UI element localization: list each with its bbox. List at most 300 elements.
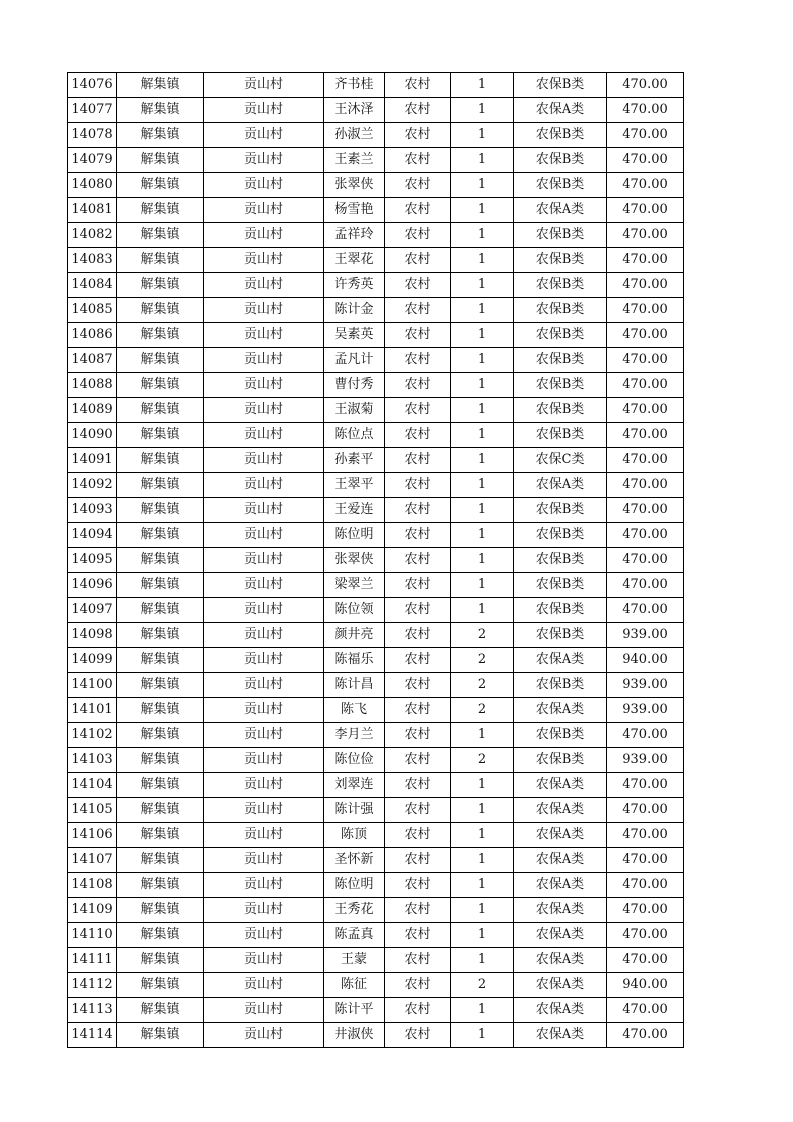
table-row <box>68 448 684 473</box>
person-count-cell: 1 <box>451 923 514 948</box>
household-type-cell: 农村 <box>385 223 451 248</box>
table-row <box>68 73 684 98</box>
household-type-cell: 农村 <box>385 98 451 123</box>
record-id-cell: 14105 <box>68 798 117 823</box>
table-row <box>68 298 684 323</box>
person-count-cell: 1 <box>451 523 514 548</box>
table-row <box>68 773 684 798</box>
village-cell: 贡山村 <box>204 723 324 748</box>
town-cell: 解集镇 <box>117 198 204 223</box>
insurance-category-cell: 农保A类 <box>514 648 607 673</box>
record-id-cell: 14089 <box>68 398 117 423</box>
table-row <box>68 948 684 973</box>
town-cell: 解集镇 <box>117 923 204 948</box>
amount-cell: 470.00 <box>607 223 684 248</box>
table-row <box>68 523 684 548</box>
insurance-category-cell: 农保A类 <box>514 998 607 1023</box>
household-type-cell: 农村 <box>385 473 451 498</box>
amount-cell: 940.00 <box>607 973 684 998</box>
village-cell: 贡山村 <box>204 898 324 923</box>
town-cell: 解集镇 <box>117 623 204 648</box>
amount-cell: 470.00 <box>607 148 684 173</box>
person-name-cell: 陈计昌 <box>324 673 385 698</box>
village-cell: 贡山村 <box>204 123 324 148</box>
record-id-cell: 14104 <box>68 773 117 798</box>
amount-cell: 939.00 <box>607 673 684 698</box>
town-cell: 解集镇 <box>117 723 204 748</box>
insurance-category-cell: 农保B类 <box>514 423 607 448</box>
insurance-category-cell: 农保A类 <box>514 773 607 798</box>
amount-cell: 939.00 <box>607 748 684 773</box>
household-type-cell: 农村 <box>385 273 451 298</box>
village-cell: 贡山村 <box>204 323 324 348</box>
town-cell: 解集镇 <box>117 823 204 848</box>
household-type-cell: 农村 <box>385 573 451 598</box>
record-id-cell: 14111 <box>68 948 117 973</box>
village-cell: 贡山村 <box>204 748 324 773</box>
insurance-category-cell: 农保A类 <box>514 973 607 998</box>
amount-cell: 470.00 <box>607 373 684 398</box>
insurance-category-cell: 农保A类 <box>514 698 607 723</box>
person-name-cell: 孟祥玲 <box>324 223 385 248</box>
person-count-cell: 1 <box>451 148 514 173</box>
record-id-cell: 14087 <box>68 348 117 373</box>
town-cell: 解集镇 <box>117 798 204 823</box>
record-id-cell: 14108 <box>68 873 117 898</box>
person-name-cell: 陈计金 <box>324 298 385 323</box>
village-cell: 贡山村 <box>204 973 324 998</box>
amount-cell: 470.00 <box>607 323 684 348</box>
household-type-cell: 农村 <box>385 198 451 223</box>
household-type-cell: 农村 <box>385 623 451 648</box>
person-name-cell: 孟凡计 <box>324 348 385 373</box>
village-cell: 贡山村 <box>204 598 324 623</box>
person-name-cell: 李月兰 <box>324 723 385 748</box>
insurance-category-cell: 农保B类 <box>514 123 607 148</box>
amount-cell: 470.00 <box>607 98 684 123</box>
person-count-cell: 1 <box>451 448 514 473</box>
household-type-cell: 农村 <box>385 998 451 1023</box>
household-type-cell: 农村 <box>385 348 451 373</box>
amount-cell: 470.00 <box>607 898 684 923</box>
person-count-cell: 1 <box>451 948 514 973</box>
village-cell: 贡山村 <box>204 98 324 123</box>
village-cell: 贡山村 <box>204 948 324 973</box>
person-count-cell: 1 <box>451 1023 514 1048</box>
household-type-cell: 农村 <box>385 323 451 348</box>
town-cell: 解集镇 <box>117 573 204 598</box>
person-count-cell: 1 <box>451 223 514 248</box>
table-row <box>68 348 684 373</box>
household-type-cell: 农村 <box>385 73 451 98</box>
insurance-category-cell: 农保A类 <box>514 848 607 873</box>
record-id-cell: 14091 <box>68 448 117 473</box>
table-row <box>68 223 684 248</box>
insurance-category-cell: 农保A类 <box>514 898 607 923</box>
village-cell: 贡山村 <box>204 473 324 498</box>
village-cell: 贡山村 <box>204 248 324 273</box>
amount-cell: 470.00 <box>607 723 684 748</box>
person-name-cell: 颜井亮 <box>324 623 385 648</box>
village-cell: 贡山村 <box>204 298 324 323</box>
table-row <box>68 248 684 273</box>
table-row <box>68 323 684 348</box>
amount-cell: 470.00 <box>607 1023 684 1048</box>
person-name-cell: 王蒙 <box>324 948 385 973</box>
table-row <box>68 148 684 173</box>
table-row <box>68 1023 684 1048</box>
record-id-cell: 14114 <box>68 1023 117 1048</box>
person-count-cell: 1 <box>451 773 514 798</box>
person-count-cell: 1 <box>451 573 514 598</box>
person-count-cell: 1 <box>451 798 514 823</box>
insurance-category-cell: 农保A类 <box>514 473 607 498</box>
table-row <box>68 873 684 898</box>
amount-cell: 470.00 <box>607 823 684 848</box>
insurance-category-cell: 农保C类 <box>514 448 607 473</box>
household-type-cell: 农村 <box>385 748 451 773</box>
household-type-cell: 农村 <box>385 973 451 998</box>
household-type-cell: 农村 <box>385 823 451 848</box>
village-cell: 贡山村 <box>204 648 324 673</box>
record-id-cell: 14078 <box>68 123 117 148</box>
town-cell: 解集镇 <box>117 748 204 773</box>
insurance-category-cell: 农保B类 <box>514 323 607 348</box>
record-id-cell: 14103 <box>68 748 117 773</box>
insurance-category-cell: 农保A类 <box>514 823 607 848</box>
insurance-category-cell: 农保B类 <box>514 498 607 523</box>
person-count-cell: 2 <box>451 648 514 673</box>
insurance-category-cell: 农保B类 <box>514 73 607 98</box>
village-cell: 贡山村 <box>204 823 324 848</box>
record-id-cell: 14094 <box>68 523 117 548</box>
town-cell: 解集镇 <box>117 598 204 623</box>
amount-cell: 470.00 <box>607 198 684 223</box>
table-row <box>68 998 684 1023</box>
village-cell: 贡山村 <box>204 173 324 198</box>
amount-cell: 470.00 <box>607 598 684 623</box>
village-cell: 贡山村 <box>204 273 324 298</box>
person-name-cell: 陈飞 <box>324 698 385 723</box>
village-cell: 贡山村 <box>204 398 324 423</box>
person-name-cell: 陈福乐 <box>324 648 385 673</box>
record-id-cell: 14080 <box>68 173 117 198</box>
household-type-cell: 农村 <box>385 923 451 948</box>
table-row <box>68 598 684 623</box>
town-cell: 解集镇 <box>117 98 204 123</box>
amount-cell: 939.00 <box>607 623 684 648</box>
insurance-category-cell: 农保A类 <box>514 198 607 223</box>
town-cell: 解集镇 <box>117 998 204 1023</box>
person-count-cell: 1 <box>451 723 514 748</box>
household-type-cell: 农村 <box>385 723 451 748</box>
person-count-cell: 2 <box>451 698 514 723</box>
town-cell: 解集镇 <box>117 123 204 148</box>
person-count-cell: 2 <box>451 623 514 648</box>
household-type-cell: 农村 <box>385 648 451 673</box>
table-row <box>68 673 684 698</box>
village-cell: 贡山村 <box>204 73 324 98</box>
village-cell: 贡山村 <box>204 673 324 698</box>
record-id-cell: 14098 <box>68 623 117 648</box>
village-cell: 贡山村 <box>204 148 324 173</box>
town-cell: 解集镇 <box>117 448 204 473</box>
village-cell: 贡山村 <box>204 373 324 398</box>
person-count-cell: 1 <box>451 73 514 98</box>
amount-cell: 940.00 <box>607 648 684 673</box>
person-count-cell: 1 <box>451 248 514 273</box>
insurance-category-cell: 农保B类 <box>514 248 607 273</box>
person-name-cell: 陈位领 <box>324 598 385 623</box>
person-name-cell: 井淑侠 <box>324 1023 385 1048</box>
amount-cell: 470.00 <box>607 473 684 498</box>
person-count-cell: 1 <box>451 298 514 323</box>
insurance-category-cell: 农保A类 <box>514 923 607 948</box>
town-cell: 解集镇 <box>117 698 204 723</box>
person-name-cell: 陈计平 <box>324 998 385 1023</box>
insurance-category-cell: 农保B类 <box>514 148 607 173</box>
household-type-cell: 农村 <box>385 398 451 423</box>
amount-cell: 470.00 <box>607 798 684 823</box>
person-name-cell: 张翠侠 <box>324 548 385 573</box>
village-cell: 贡山村 <box>204 773 324 798</box>
village-cell: 贡山村 <box>204 848 324 873</box>
roster-table-body <box>68 73 684 1048</box>
town-cell: 解集镇 <box>117 548 204 573</box>
town-cell: 解集镇 <box>117 398 204 423</box>
record-id-cell: 14109 <box>68 898 117 923</box>
amount-cell: 470.00 <box>607 398 684 423</box>
person-count-cell: 1 <box>451 423 514 448</box>
insurance-category-cell: 农保B类 <box>514 373 607 398</box>
household-type-cell: 农村 <box>385 448 451 473</box>
insurance-category-cell: 农保B类 <box>514 548 607 573</box>
household-type-cell: 农村 <box>385 798 451 823</box>
village-cell: 贡山村 <box>204 348 324 373</box>
person-count-cell: 2 <box>451 973 514 998</box>
person-count-cell: 1 <box>451 873 514 898</box>
person-count-cell: 1 <box>451 273 514 298</box>
record-id-cell: 14096 <box>68 573 117 598</box>
table-row <box>68 98 684 123</box>
record-id-cell: 14093 <box>68 498 117 523</box>
person-name-cell: 圣怀新 <box>324 848 385 873</box>
village-cell: 贡山村 <box>204 623 324 648</box>
record-id-cell: 14086 <box>68 323 117 348</box>
record-id-cell: 14106 <box>68 823 117 848</box>
record-id-cell: 14099 <box>68 648 117 673</box>
household-type-cell: 农村 <box>385 298 451 323</box>
table-row <box>68 398 684 423</box>
village-cell: 贡山村 <box>204 448 324 473</box>
household-type-cell: 农村 <box>385 148 451 173</box>
person-name-cell: 吴素英 <box>324 323 385 348</box>
insurance-category-cell: 农保B类 <box>514 273 607 298</box>
household-type-cell: 农村 <box>385 698 451 723</box>
amount-cell: 470.00 <box>607 998 684 1023</box>
household-type-cell: 农村 <box>385 523 451 548</box>
town-cell: 解集镇 <box>117 423 204 448</box>
table-row <box>68 648 684 673</box>
town-cell: 解集镇 <box>117 223 204 248</box>
record-id-cell: 14100 <box>68 673 117 698</box>
insurance-category-cell: 农保B类 <box>514 748 607 773</box>
amount-cell: 470.00 <box>607 848 684 873</box>
person-name-cell: 张翠侠 <box>324 173 385 198</box>
village-cell: 贡山村 <box>204 698 324 723</box>
person-name-cell: 王翠平 <box>324 473 385 498</box>
record-id-cell: 14077 <box>68 98 117 123</box>
insurance-category-cell: 农保B类 <box>514 598 607 623</box>
town-cell: 解集镇 <box>117 948 204 973</box>
record-id-cell: 14084 <box>68 273 117 298</box>
record-id-cell: 14083 <box>68 248 117 273</box>
table-row <box>68 898 684 923</box>
amount-cell: 470.00 <box>607 123 684 148</box>
roster-table <box>67 72 684 1048</box>
table-row <box>68 748 684 773</box>
person-name-cell: 陈顶 <box>324 823 385 848</box>
person-count-cell: 1 <box>451 848 514 873</box>
record-id-cell: 14110 <box>68 923 117 948</box>
amount-cell: 470.00 <box>607 923 684 948</box>
table-row <box>68 548 684 573</box>
village-cell: 贡山村 <box>204 548 324 573</box>
household-type-cell: 农村 <box>385 173 451 198</box>
table-row <box>68 973 684 998</box>
person-name-cell: 王沐泽 <box>324 98 385 123</box>
person-name-cell: 陈征 <box>324 973 385 998</box>
insurance-category-cell: 农保B类 <box>514 223 607 248</box>
record-id-cell: 14113 <box>68 998 117 1023</box>
person-name-cell: 许秀英 <box>324 273 385 298</box>
town-cell: 解集镇 <box>117 898 204 923</box>
insurance-category-cell: 农保B类 <box>514 173 607 198</box>
person-name-cell: 陈位俭 <box>324 748 385 773</box>
household-type-cell: 农村 <box>385 1023 451 1048</box>
insurance-category-cell: 农保B类 <box>514 573 607 598</box>
amount-cell: 470.00 <box>607 448 684 473</box>
person-count-cell: 1 <box>451 498 514 523</box>
table-row <box>68 423 684 448</box>
person-count-cell: 1 <box>451 323 514 348</box>
town-cell: 解集镇 <box>117 298 204 323</box>
person-count-cell: 1 <box>451 598 514 623</box>
table-row <box>68 848 684 873</box>
insurance-category-cell: 农保B类 <box>514 348 607 373</box>
table-row <box>68 723 684 748</box>
person-name-cell: 陈位明 <box>324 523 385 548</box>
table-row <box>68 798 684 823</box>
amount-cell: 470.00 <box>607 498 684 523</box>
town-cell: 解集镇 <box>117 498 204 523</box>
table-row <box>68 573 684 598</box>
person-name-cell: 曹付秀 <box>324 373 385 398</box>
insurance-category-cell: 农保B类 <box>514 723 607 748</box>
insurance-category-cell: 农保B类 <box>514 298 607 323</box>
household-type-cell: 农村 <box>385 123 451 148</box>
amount-cell: 470.00 <box>607 348 684 373</box>
insurance-category-cell: 农保B类 <box>514 623 607 648</box>
record-id-cell: 14081 <box>68 198 117 223</box>
table-row <box>68 198 684 223</box>
amount-cell: 470.00 <box>607 573 684 598</box>
table-row <box>68 823 684 848</box>
town-cell: 解集镇 <box>117 373 204 398</box>
person-count-cell: 2 <box>451 673 514 698</box>
record-id-cell: 14097 <box>68 598 117 623</box>
town-cell: 解集镇 <box>117 173 204 198</box>
village-cell: 贡山村 <box>204 1023 324 1048</box>
town-cell: 解集镇 <box>117 648 204 673</box>
record-id-cell: 14082 <box>68 223 117 248</box>
town-cell: 解集镇 <box>117 673 204 698</box>
person-count-cell: 1 <box>451 998 514 1023</box>
amount-cell: 470.00 <box>607 548 684 573</box>
person-name-cell: 王素兰 <box>324 148 385 173</box>
record-id-cell: 14088 <box>68 373 117 398</box>
town-cell: 解集镇 <box>117 348 204 373</box>
record-id-cell: 14107 <box>68 848 117 873</box>
amount-cell: 470.00 <box>607 773 684 798</box>
village-cell: 贡山村 <box>204 198 324 223</box>
person-name-cell: 齐书桂 <box>324 73 385 98</box>
person-name-cell: 刘翠连 <box>324 773 385 798</box>
record-id-cell: 14112 <box>68 973 117 998</box>
insurance-category-cell: 农保B类 <box>514 523 607 548</box>
insurance-category-cell: 农保A类 <box>514 798 607 823</box>
village-cell: 贡山村 <box>204 573 324 598</box>
household-type-cell: 农村 <box>385 673 451 698</box>
household-type-cell: 农村 <box>385 498 451 523</box>
person-count-cell: 1 <box>451 123 514 148</box>
village-cell: 贡山村 <box>204 923 324 948</box>
town-cell: 解集镇 <box>117 523 204 548</box>
person-name-cell: 陈计强 <box>324 798 385 823</box>
table-row <box>68 698 684 723</box>
person-count-cell: 1 <box>451 898 514 923</box>
amount-cell: 939.00 <box>607 698 684 723</box>
town-cell: 解集镇 <box>117 73 204 98</box>
insurance-category-cell: 农保B类 <box>514 673 607 698</box>
amount-cell: 470.00 <box>607 423 684 448</box>
record-id-cell: 14092 <box>68 473 117 498</box>
table-row <box>68 123 684 148</box>
person-name-cell: 陈位点 <box>324 423 385 448</box>
amount-cell: 470.00 <box>607 523 684 548</box>
person-count-cell: 1 <box>451 198 514 223</box>
person-name-cell: 杨雪艳 <box>324 198 385 223</box>
village-cell: 贡山村 <box>204 223 324 248</box>
town-cell: 解集镇 <box>117 473 204 498</box>
person-count-cell: 1 <box>451 373 514 398</box>
household-type-cell: 农村 <box>385 248 451 273</box>
person-count-cell: 1 <box>451 173 514 198</box>
person-name-cell: 陈位明 <box>324 873 385 898</box>
person-count-cell: 1 <box>451 348 514 373</box>
amount-cell: 470.00 <box>607 173 684 198</box>
table-row <box>68 473 684 498</box>
household-type-cell: 农村 <box>385 548 451 573</box>
household-type-cell: 农村 <box>385 373 451 398</box>
record-id-cell: 14085 <box>68 298 117 323</box>
person-name-cell: 王翠花 <box>324 248 385 273</box>
amount-cell: 470.00 <box>607 298 684 323</box>
village-cell: 贡山村 <box>204 498 324 523</box>
person-count-cell: 1 <box>451 398 514 423</box>
village-cell: 贡山村 <box>204 873 324 898</box>
person-count-cell: 1 <box>451 823 514 848</box>
